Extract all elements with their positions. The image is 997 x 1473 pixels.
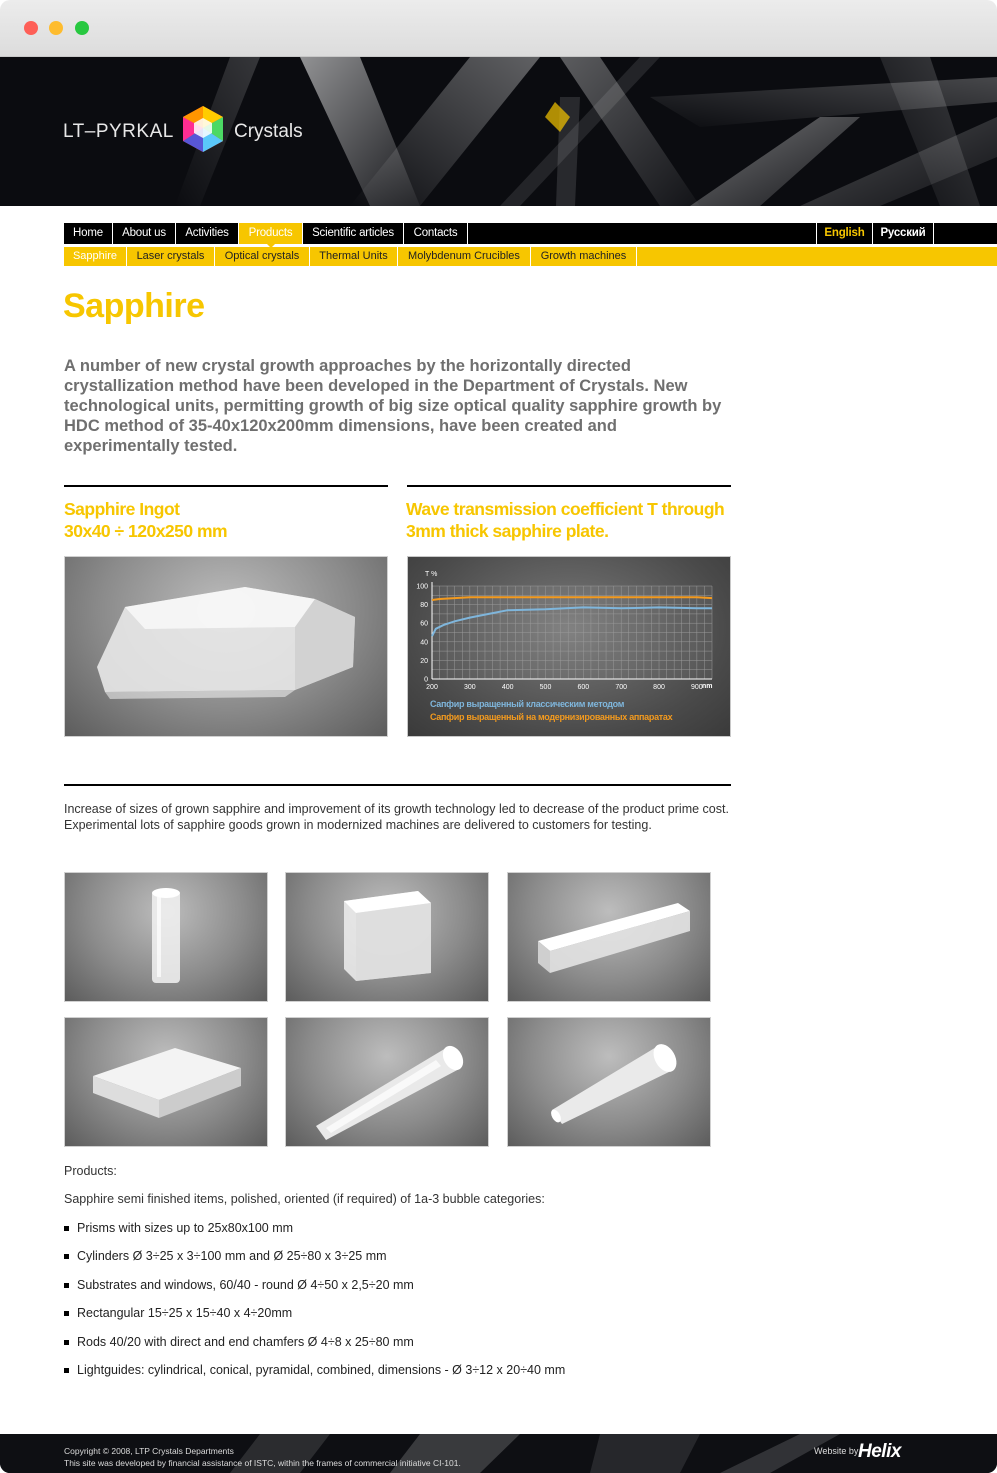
- subnav-item-sapphire[interactable]: Sapphire: [64, 247, 127, 266]
- chart-y-tick-label: 60: [420, 620, 428, 628]
- nav-item-home[interactable]: Home: [64, 223, 113, 244]
- chart-x-tick-label: 700: [615, 684, 628, 691]
- subnav-item-laser-crystals[interactable]: Laser crystals: [127, 247, 215, 266]
- subnav-item-molybdenum-crucibles[interactable]: Molybdenum Crucibles: [398, 247, 531, 266]
- zoom-window-button[interactable]: [75, 21, 89, 35]
- divider: [407, 485, 731, 487]
- chart-y-tick-label: 40: [420, 639, 428, 647]
- ingot-heading-line1: Sapphire Ingot: [64, 499, 180, 519]
- subnav-item-growth-machines[interactable]: Growth machines: [531, 247, 637, 266]
- nav-item-activities[interactable]: Activities: [176, 223, 239, 244]
- footer-text: [64, 1445, 461, 1469]
- chart-legend-entry-classic: Сапфир выращенный классическим методом: [430, 699, 625, 709]
- list-item: Lightguides: cylindrical, conical, pyramidal, combined, dimensions - Ø 3÷12 x 20÷40 mm: [64, 1362, 565, 1390]
- intro-paragraph: A number of new crystal growth approaches by the horizontally directed crystallization method have been developed in the Department of Crystals. New technological units, permitting growth of big size optical quality sapphire growth by HDC method of 35-40x120x200mm dimensions, have been created and experimentally tested.: [64, 357, 722, 455]
- chart-x-tick-label: 600: [577, 684, 590, 691]
- footer-note: This site was developed by financial assistance of ISTC, within the frames of commercial initiative CI-101.: [64, 1458, 461, 1468]
- main-nav: [64, 223, 997, 244]
- product-image-cylinder: [64, 872, 268, 1002]
- nav-item-products[interactable]: Products: [239, 223, 303, 244]
- nav-item-contacts[interactable]: Contacts: [404, 223, 468, 244]
- list-item: Rods 40/20 with direct and end chamfers Ø 4÷8 x 25÷80 mm: [64, 1334, 565, 1362]
- sub-nav: [64, 247, 997, 266]
- logo-text-right: Crystals: [234, 121, 303, 142]
- nav-item-scientific-articles[interactable]: Scientific articles: [303, 223, 404, 244]
- chart-x-tick-label: 800: [653, 684, 665, 691]
- chart-legend-entry-modernized: Сапфир выращенный на модернизированных аппаратах: [430, 712, 673, 722]
- subnav-item-optical-crystals[interactable]: Optical crystals: [215, 247, 310, 266]
- growth-paragraph: Increase of sizes of grown sapphire and improvement of its growth technology led to decrease of the product prime cost. Experimental lots of sapphire goods grown in modernized machines are delivered to customers for testing.: [64, 802, 729, 832]
- site-header: [0, 57, 997, 206]
- chart-x-tick-label: 300: [463, 684, 476, 691]
- transmission-chart: [407, 556, 731, 737]
- helix-logo-link[interactable]: Helix: [858, 1441, 901, 1462]
- product-image-rectangular-bar: [507, 872, 711, 1002]
- chart-y-tick-label: 0: [424, 676, 428, 684]
- chart-heading-line1: Wave transmission coefficient T through: [406, 499, 725, 519]
- products-list: [64, 1220, 565, 1390]
- chart-x-tick-label: 400: [501, 684, 514, 691]
- chart-x-tick-label: 500: [539, 684, 552, 691]
- transmission-chart-plot: [408, 557, 732, 738]
- site-footer: [0, 1434, 997, 1473]
- list-item: Rectangular 15÷25 x 15÷40 x 4÷20mm: [64, 1305, 565, 1333]
- product-image-lightguide: [507, 1017, 711, 1147]
- chart-y-tick-label: 20: [420, 657, 428, 665]
- list-item: Cylinders Ø 3÷25 x 3÷100 mm and Ø 25÷80 x 3÷25 mm: [64, 1248, 565, 1276]
- chart-x-tick-label: 900: [691, 684, 703, 691]
- product-image-window: [285, 872, 489, 1002]
- logo-text-left: LT–PYRKAL: [63, 121, 174, 142]
- rainbow-cube-icon[interactable]: [180, 104, 226, 154]
- chart-x-unit-label: nm: [702, 683, 713, 690]
- close-window-button[interactable]: [24, 21, 38, 35]
- products-label: Products:: [64, 1164, 117, 1178]
- browser-toolbar: [0, 0, 997, 57]
- divider: [64, 784, 731, 786]
- minimize-window-button[interactable]: [49, 21, 63, 35]
- list-item: Prisms with sizes up to 25x80x100 mm: [64, 1220, 565, 1248]
- footer-credit: Website by: [814, 1446, 859, 1456]
- sapphire-ingot-image: [64, 556, 388, 737]
- chart-x-tick-label: 200: [426, 684, 438, 691]
- nav-item-about-us[interactable]: About us: [113, 223, 176, 244]
- ingot-heading: [64, 498, 388, 542]
- chart-y-tick-label: 80: [420, 602, 428, 610]
- chart-heading-line2: 3mm thick sapphire plate.: [406, 521, 609, 541]
- products-description: Sapphire semi finished items, polished, oriented (if required) of 1a-3 bubble categories:: [64, 1192, 545, 1206]
- chart-heading: [406, 498, 736, 542]
- page-title: Sapphire: [63, 287, 205, 325]
- product-image-substrate: [64, 1017, 268, 1147]
- chart-y-axis-label: T %: [425, 571, 438, 578]
- divider: [64, 485, 388, 487]
- list-item: Substrates and windows, 60/40 - round Ø 4÷50 x 2,5÷20 mm: [64, 1277, 565, 1305]
- subnav-item-thermal-units[interactable]: Thermal Units: [310, 247, 398, 266]
- chart-y-tick-label: 100: [416, 583, 428, 591]
- ingot-heading-line2: 30x40 ÷ 120x250 mm: [64, 521, 228, 541]
- language-english[interactable]: English: [816, 223, 873, 244]
- footer-copyright: Copyright © 2008, LTP Crystals Departments: [64, 1446, 234, 1456]
- language-russian[interactable]: Русский: [873, 223, 934, 244]
- product-image-cone: [285, 1017, 489, 1147]
